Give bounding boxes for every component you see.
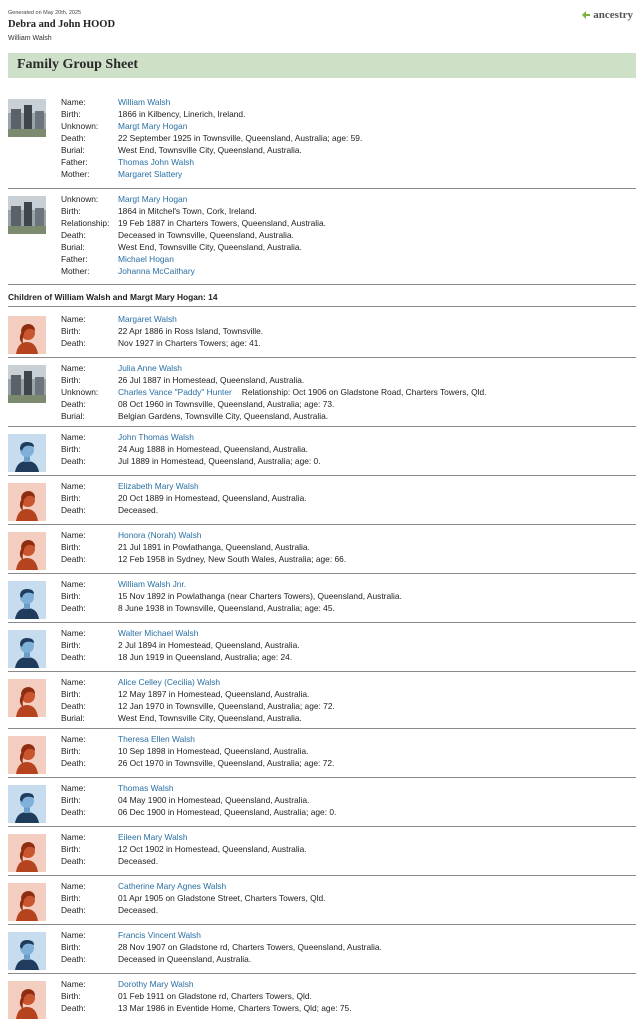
- logo-text: ancestry: [593, 9, 633, 21]
- fact-label: Name:: [61, 628, 86, 638]
- child-entry: [8, 782, 636, 822]
- fact-row: [61, 578, 402, 590]
- male-avatar-icon[interactable]: [8, 785, 46, 823]
- male-avatar-icon[interactable]: [8, 434, 46, 472]
- female-avatar-icon[interactable]: [8, 834, 46, 872]
- fact-value: Deceased.: [118, 505, 159, 515]
- fact-label: Birth:: [61, 746, 81, 756]
- person-link[interactable]: Francis Vincent Walsh: [118, 930, 201, 940]
- fact-label: Name:: [61, 314, 86, 324]
- person-link[interactable]: John Thomas Walsh: [118, 432, 194, 442]
- fact-label: Death:: [61, 230, 86, 240]
- person-link[interactable]: Honora (Norah) Walsh: [118, 530, 202, 540]
- fact-value: 12 Feb 1958 in Sydney, New South Wales, Australia; age: 66.: [118, 554, 347, 564]
- person-link[interactable]: Michael Hogan: [118, 254, 174, 264]
- fact-value: Deceased.: [118, 905, 159, 915]
- divider: [8, 973, 636, 974]
- fact-value: 10 Sep 1898 in Homestead, Queensland, Australia.: [118, 746, 309, 756]
- child-entry: [8, 929, 636, 969]
- divider: [8, 284, 636, 285]
- fact-label: Name:: [61, 734, 86, 744]
- fact-value: 8 June 1938 in Townsville, Queensland, Australia; age: 45.: [118, 603, 335, 613]
- person-facts: [61, 96, 362, 180]
- fact-label: Death:: [61, 856, 86, 866]
- fact-label: Name:: [61, 832, 86, 842]
- fact-value: 18 Jun 1919 in Queensland, Australia; age: 24.: [118, 652, 293, 662]
- fact-row: [61, 168, 362, 180]
- fact-row: [61, 156, 362, 168]
- child-entry: [8, 978, 636, 1018]
- fact-label: Father:: [61, 157, 88, 167]
- fact-row: [61, 602, 402, 614]
- relationship-note: Relationship: Oct 1906 on Gladstone Road, Charters Towers, Qld.: [241, 387, 487, 397]
- fact-label: Name:: [61, 363, 86, 373]
- fact-value: 15 Nov 1892 in Powlathanga (near Charters Towers), Queensland, Australia.: [118, 591, 402, 601]
- fact-value: 19 Feb 1887 in Charters Towers, Queensland, Australia.: [118, 218, 326, 228]
- fact-row: [61, 541, 346, 553]
- fact-row: [61, 1002, 352, 1014]
- fact-row: [61, 120, 362, 132]
- person-facts: [61, 676, 335, 724]
- child-entry: [8, 578, 636, 618]
- female-avatar-icon[interactable]: [8, 679, 46, 717]
- child-entry: [8, 480, 636, 520]
- fact-value: 28 Nov 1907 on Gladstone rd, Charters Towers, Queensland, Australia.: [118, 942, 382, 952]
- male-avatar-icon[interactable]: [8, 932, 46, 970]
- fact-label: Death:: [61, 505, 86, 515]
- fact-row: [61, 880, 325, 892]
- fact-label: Burial:: [61, 411, 85, 421]
- fact-value: 12 May 1897 in Homestead, Queensland, Australia.: [118, 689, 310, 699]
- female-avatar-icon[interactable]: [8, 736, 46, 774]
- fact-row: [61, 712, 335, 724]
- fact-row: [61, 892, 325, 904]
- fact-label: Birth:: [61, 493, 81, 503]
- female-avatar-icon[interactable]: [8, 316, 46, 354]
- female-avatar-icon[interactable]: [8, 483, 46, 521]
- fact-row: [61, 241, 326, 253]
- fact-label: Unknown:: [61, 387, 99, 397]
- fact-label: Death:: [61, 905, 86, 915]
- person-facts: [61, 880, 325, 916]
- fact-row: [61, 193, 326, 205]
- fact-label: Death:: [61, 652, 86, 662]
- divider: [8, 826, 636, 827]
- fact-value: 08 Oct 1960 in Townsville, Queensland, Australia; age: 73.: [118, 399, 335, 409]
- fact-label: Name:: [61, 677, 86, 687]
- fact-value: 12 Oct 1902 in Homestead, Queensland, Australia.: [118, 844, 307, 854]
- female-avatar-icon[interactable]: [8, 883, 46, 921]
- person-facts: [61, 733, 334, 769]
- child-entry: [8, 676, 636, 724]
- person-link[interactable]: Elizabeth Mary Walsh: [118, 481, 199, 491]
- person-link[interactable]: Margaret Slattery: [118, 169, 183, 179]
- fact-label: Burial:: [61, 145, 85, 155]
- fact-row: [61, 313, 263, 325]
- fact-label: Unknown:: [61, 121, 99, 131]
- fact-row: [61, 941, 382, 953]
- person-link[interactable]: Catherine Mary Agnes Walsh: [118, 881, 227, 891]
- divider: [8, 426, 636, 427]
- fact-label: Name:: [61, 432, 86, 442]
- fact-row: [61, 529, 346, 541]
- fact-label: Birth:: [61, 795, 81, 805]
- fact-label: Burial:: [61, 713, 85, 723]
- fact-row: [61, 265, 326, 277]
- fact-label: Birth:: [61, 893, 81, 903]
- fact-row: [61, 431, 321, 443]
- child-entry: [8, 362, 636, 422]
- fact-row: [61, 553, 346, 565]
- person-photo[interactable]: [8, 365, 46, 403]
- person-link[interactable]: Margt Mary Hogan: [118, 121, 188, 131]
- fact-label: Death:: [61, 701, 86, 711]
- person-link[interactable]: Johanna McCaithary: [118, 266, 195, 276]
- fact-row: [61, 337, 263, 349]
- fact-row: [61, 108, 362, 120]
- fact-value: 1864 in Mitchel's Town, Cork, Ireland.: [118, 206, 257, 216]
- fact-value: 01 Apr 1905 on Gladstone Street, Charters Towers, Qld.: [118, 893, 326, 903]
- fact-label: Death:: [61, 554, 86, 564]
- person-facts: [61, 929, 382, 965]
- person-link[interactable]: William Walsh: [118, 97, 171, 107]
- fact-label: Father:: [61, 254, 88, 264]
- fact-row: [61, 386, 487, 398]
- fact-label: Name:: [61, 979, 86, 989]
- divider: [8, 728, 636, 729]
- person-link[interactable]: Eileen Mary Walsh: [118, 832, 188, 842]
- person-facts: [61, 431, 321, 467]
- fact-label: Birth:: [61, 109, 81, 119]
- fact-label: Name:: [61, 579, 86, 589]
- generated-date: Generated on May 20th, 2025: [8, 10, 82, 16]
- person-facts: [61, 627, 300, 663]
- fact-label: Name:: [61, 783, 86, 793]
- person-facts: [61, 578, 402, 614]
- divider: [8, 875, 636, 876]
- divider: [8, 924, 636, 925]
- person-link[interactable]: Dorothy Mary Walsh: [118, 979, 194, 989]
- fact-row: [61, 443, 321, 455]
- banner: [8, 53, 636, 78]
- child-entry: [8, 529, 636, 569]
- fact-row: [61, 843, 307, 855]
- fact-row: [61, 325, 263, 337]
- fact-label: Death:: [61, 399, 86, 409]
- fact-label: Mother:: [61, 169, 90, 179]
- fact-value: Deceased.: [118, 856, 159, 866]
- fact-value: 26 Oct 1970 in Townsville, Queensland, Australia; age: 72.: [118, 758, 335, 768]
- fact-row: [61, 733, 334, 745]
- fact-value: Jul 1889 in Homestead, Queensland, Australia; age: 0.: [118, 456, 321, 466]
- male-avatar-icon[interactable]: [8, 581, 46, 619]
- ancestry-leaf-icon: [581, 10, 591, 20]
- fact-row: [61, 757, 334, 769]
- fact-row: [61, 904, 325, 916]
- fact-row: [61, 253, 326, 265]
- fact-label: Birth:: [61, 942, 81, 952]
- fact-row: [61, 855, 307, 867]
- fact-row: [61, 504, 307, 516]
- divider: [8, 357, 636, 358]
- fact-label: Birth:: [61, 991, 81, 1001]
- female-avatar-icon[interactable]: [8, 981, 46, 1019]
- fact-value: 13 Mar 1986 in Eventide Home, Charters Towers, Qld; age: 75.: [118, 1003, 352, 1013]
- person-link[interactable]: Charles Vance "Paddy" Hunter: [118, 387, 232, 397]
- divider: [8, 306, 636, 307]
- fact-label: Name:: [61, 881, 86, 891]
- fact-row: [61, 782, 336, 794]
- fact-value: 21 Jul 1891 in Powlathanga, Queensland, Australia.: [118, 542, 310, 552]
- fact-value: Deceased in Queensland, Australia.: [118, 954, 252, 964]
- person-facts: [61, 529, 346, 565]
- fact-value: West End, Townsville City, Queensland, Australia.: [118, 242, 302, 252]
- fact-label: Birth:: [61, 444, 81, 454]
- child-entry: [8, 831, 636, 871]
- fact-value: 12 Jan 1970 in Townsville, Queensland, Australia; age: 72.: [118, 701, 335, 711]
- child-entry: [8, 733, 636, 773]
- fact-label: Death:: [61, 338, 86, 348]
- fact-row: [61, 806, 336, 818]
- child-entry: [8, 627, 636, 667]
- fact-row: [61, 205, 326, 217]
- fact-label: Death:: [61, 133, 86, 143]
- fact-label: Birth:: [61, 375, 81, 385]
- fact-value: Belgian Gardens, Townsville City, Queensland, Australia.: [118, 411, 329, 421]
- fact-row: [61, 990, 352, 1002]
- person-facts: [61, 362, 487, 422]
- fact-value: 04 May 1900 in Homestead, Queensland, Australia.: [118, 795, 310, 805]
- root-person-subtitle: William Walsh: [8, 35, 52, 42]
- fact-row: [61, 96, 362, 108]
- person-link[interactable]: Alice Celley (Cecilia) Walsh: [118, 677, 221, 687]
- fact-row: [61, 132, 362, 144]
- fact-row: [61, 929, 382, 941]
- divider: [8, 777, 636, 778]
- fact-label: Burial:: [61, 242, 85, 252]
- fact-label: Death:: [61, 456, 86, 466]
- fact-label: Name:: [61, 481, 86, 491]
- fact-value: 22 Apr 1886 in Ross Island, Townsville.: [118, 326, 264, 336]
- children-heading: Children of William Walsh and Margt Mary Hogan: 14: [8, 292, 218, 302]
- person-link[interactable]: William Walsh Jnr.: [118, 579, 187, 589]
- divider: [8, 622, 636, 623]
- person-photo[interactable]: [8, 196, 46, 234]
- fact-label: Birth:: [61, 689, 81, 699]
- wife-block: [8, 193, 636, 283]
- fact-label: Birth:: [61, 640, 81, 650]
- fact-value: 20 Oct 1889 in Homestead, Queensland, Australia.: [118, 493, 307, 503]
- fact-row: [61, 492, 307, 504]
- fact-label: Birth:: [61, 206, 81, 216]
- divider: [8, 475, 636, 476]
- fact-label: Unknown:: [61, 194, 99, 204]
- fact-label: Death:: [61, 1003, 86, 1013]
- fact-row: [61, 217, 326, 229]
- fact-row: [61, 639, 300, 651]
- person-facts: [61, 782, 336, 818]
- person-facts: [61, 313, 263, 349]
- person-link[interactable]: Walter Michael Walsh: [118, 628, 199, 638]
- fact-value: 26 Jul 1887 in Homestead, Queensland, Australia.: [118, 375, 305, 385]
- fact-label: Relationship:: [61, 218, 110, 228]
- fact-label: Death:: [61, 603, 86, 613]
- person-photo[interactable]: [8, 99, 46, 137]
- person-link[interactable]: Theresa Ellen Walsh: [118, 734, 195, 744]
- divider: [8, 188, 636, 189]
- fact-value: 06 Dec 1900 in Homestead, Queensland, Australia; age: 0.: [118, 807, 337, 817]
- fact-row: [61, 590, 402, 602]
- fact-label: Birth:: [61, 844, 81, 854]
- person-facts: [61, 978, 352, 1014]
- fact-row: [61, 651, 300, 663]
- fact-value: 22 September 1925 in Townsville, Queensland, Australia; age: 59.: [118, 133, 363, 143]
- fact-row: [61, 688, 335, 700]
- person-facts: [61, 480, 307, 516]
- fact-label: Name:: [61, 930, 86, 940]
- child-entry: [8, 313, 636, 353]
- fact-row: [61, 410, 487, 422]
- fact-row: [61, 700, 335, 712]
- male-avatar-icon[interactable]: [8, 630, 46, 668]
- person-link[interactable]: Thomas John Walsh: [118, 157, 195, 167]
- divider: [8, 573, 636, 574]
- fact-row: [61, 978, 352, 990]
- fact-label: Birth:: [61, 542, 81, 552]
- person-facts: [61, 831, 307, 867]
- fact-row: [61, 480, 307, 492]
- fact-label: Death:: [61, 807, 86, 817]
- fact-row: [61, 676, 335, 688]
- fact-value: Nov 1927 in Charters Towers; age: 41.: [118, 338, 261, 348]
- fact-row: [61, 374, 487, 386]
- fact-label: Name:: [61, 97, 86, 107]
- fact-value: West End, Townsville City, Queensland, Australia.: [118, 145, 302, 155]
- fact-row: [61, 362, 487, 374]
- divider: [8, 671, 636, 672]
- fact-label: Name:: [61, 530, 86, 540]
- fact-label: Mother:: [61, 266, 90, 276]
- child-entry: [8, 431, 636, 471]
- fact-label: Death:: [61, 954, 86, 964]
- fact-row: [61, 745, 334, 757]
- child-entry: [8, 880, 636, 920]
- person-link[interactable]: Margaret Walsh: [118, 314, 177, 324]
- ancestry-logo[interactable]: [581, 9, 633, 21]
- fact-row: [61, 144, 362, 156]
- fact-row: [61, 953, 382, 965]
- fact-row: [61, 229, 326, 241]
- tree-owner-title: Debra and John HOOD: [8, 19, 116, 30]
- person-link[interactable]: Julia Anne Walsh: [118, 363, 182, 373]
- fact-label: Birth:: [61, 326, 81, 336]
- fact-row: [61, 455, 321, 467]
- husband-block: [8, 96, 636, 186]
- fact-row: [61, 627, 300, 639]
- fact-value: West End, Townsville City, Queensland, Australia.: [118, 713, 302, 723]
- fact-label: Death:: [61, 758, 86, 768]
- page-title: Family Group Sheet: [17, 57, 139, 72]
- fact-value: 2 Jul 1894 in Homestead, Queensland, Australia.: [118, 640, 300, 650]
- fact-value: 01 Feb 1911 on Gladstone rd, Charters Towers, Qld.: [118, 991, 312, 1001]
- female-avatar-icon[interactable]: [8, 532, 46, 570]
- fact-row: [61, 831, 307, 843]
- person-link[interactable]: Margt Mary Hogan: [118, 194, 188, 204]
- fact-row: [61, 794, 336, 806]
- divider: [8, 524, 636, 525]
- fact-value: 1866 in Kilbency, Linerich, Ireland.: [118, 109, 246, 119]
- fact-value: Deceased in Townsville, Queensland, Australia.: [118, 230, 294, 240]
- fact-row: [61, 398, 487, 410]
- person-link[interactable]: Thomas Walsh: [118, 783, 174, 793]
- fact-value: 24 Aug 1888 in Homestead, Queensland, Australia.: [118, 444, 308, 454]
- fact-label: Birth:: [61, 591, 81, 601]
- person-facts: [61, 193, 326, 277]
